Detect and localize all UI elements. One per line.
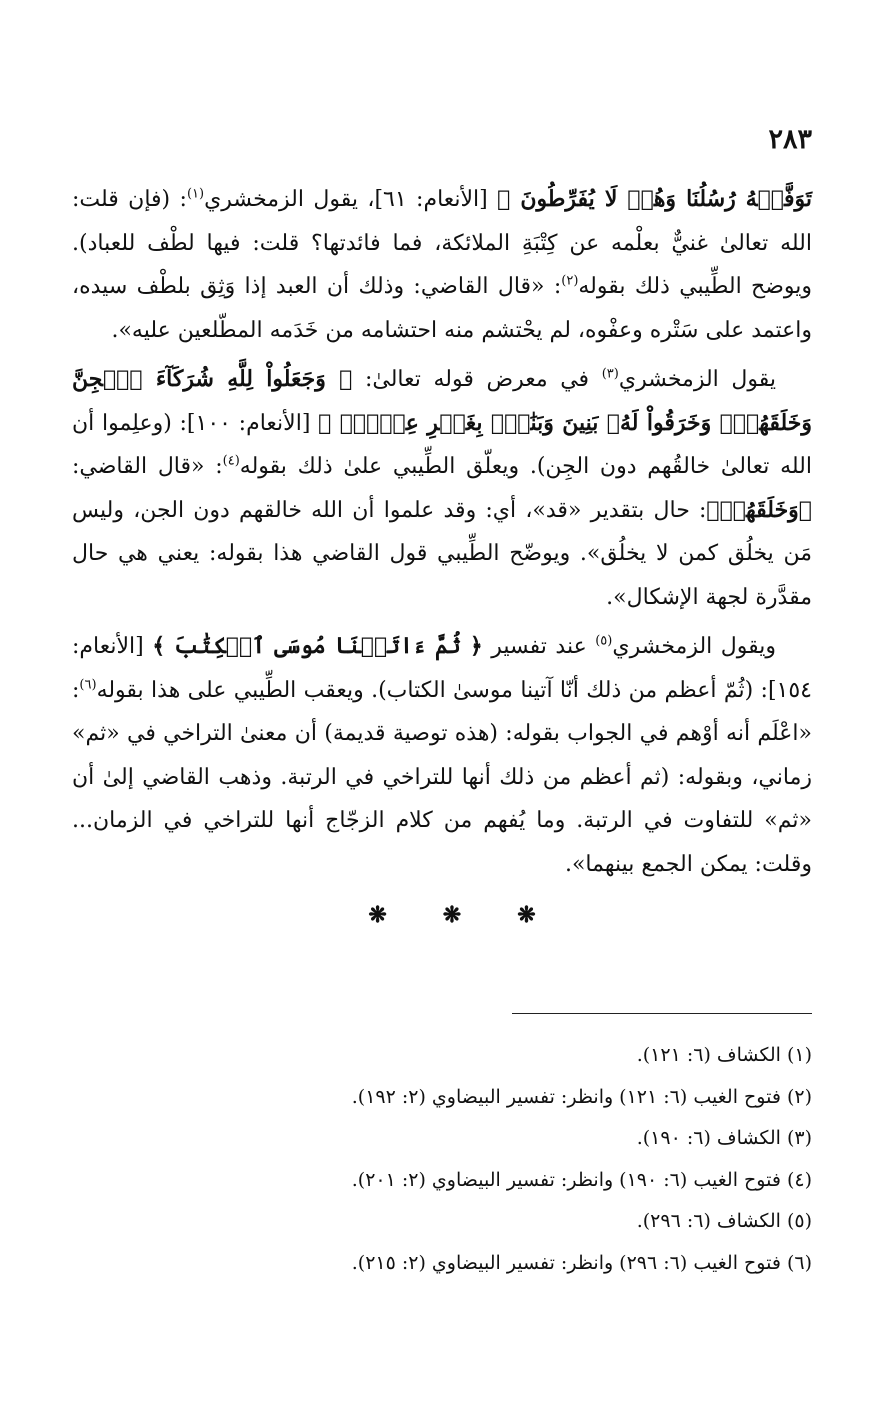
footnote: (٣) الكشاف (٦: ١٩٠). xyxy=(636,1127,812,1149)
page-number: ٢٨٣ xyxy=(768,124,812,155)
separator-star: ❋ xyxy=(368,902,387,928)
paragraph-text: [الأنعام: ١٠٠]: (وعلِموا أن الله تعالىٰ خالقُهم دون الجِن). ويعلّق الطِّيبي علىٰ ذلك بقوله xyxy=(72,410,812,479)
paragraph-text: : حال بتقدير «قد»، أي: وقد علموا أن الله خالقهم دون الجن، وليس مَن يخلُق كمن لا يخلُق». ويوضّح الطِّيبي قول القاضي هذا بقوله: يعني هي حال مقدَّرة لجهة الإشكال». xyxy=(72,497,812,610)
footnote-ref: (٣) xyxy=(601,366,619,382)
paragraph-text: في معرض قوله تعالىٰ: xyxy=(352,367,602,392)
footnote-ref: (٦) xyxy=(79,677,97,693)
paragraph-text: [الأنعام: ٦١]، يقول الزمخشري xyxy=(204,187,498,212)
footnote: (١) الكشاف (٦: ١٢١). xyxy=(636,1044,812,1066)
footnote-divider xyxy=(512,1013,812,1014)
quran-verse: ﴿ ثُمَّ ءَاتَيۡنَا مُوسَى ٱلۡكِتَٰبَ ﴾ xyxy=(152,633,483,659)
separator-star: ❋ xyxy=(517,902,536,928)
footnote: (٤) فتوح الغيب (٦: ١٩٠) وانظر: تفسير البيضاوي (٢: ٢٠١). xyxy=(351,1168,812,1191)
paragraph-text: [الأنعام: ١٥٤]: (ثُمّ أعظم من ذلك أنّا آتينا موسىٰ الكتاب). ويعقب الطِّيبي على هذا بقوله xyxy=(72,634,812,703)
body-text xyxy=(72,178,812,928)
footnote-ref: (١) xyxy=(186,186,205,202)
section-separator xyxy=(72,902,812,928)
paragraph-text: : (فإن قلت: الله تعالىٰ غنيٌّ بعلْمه عن كِتْبَةِ الملائكة، فما فائدتها؟ قلت: فيها لطْف للعباد). ويوضح الطِّيبي ذلك بقوله xyxy=(72,187,813,299)
paragraph xyxy=(72,625,812,886)
paragraph-text: : «قال القاضي: وذلك أن العبد إذا وَثِق بلطْف سيده، واعتمد على سَتْره وعفْوه، لم يحْتشم منه احتشامه من خَدَمه المطّلعين عليه». xyxy=(72,274,812,343)
quran-verse: ﴿وَخَلَقَهُمۡ﴾ xyxy=(706,496,812,523)
paragraph xyxy=(72,178,812,352)
paragraph-text: ويقول الزمخشري xyxy=(612,634,776,659)
paragraph-text: : «اعْلَم أنه أوْهم في الجواب بقوله: (هذه توصية قديمة) أن معنىٰ التراخي في «ثم» زماني، وبقوله: (ثم أعظم من ذلك أنها للتراخي في الرتبة. وذهب القاضي إلىٰ أن «ثم» للتفاوت في الرتبة. وما يُفهم من كلام الزجّاج أنها للتراخي في الزمان... وقلت: يمكن الجمع بينهما». xyxy=(72,677,812,877)
footnotes xyxy=(72,1035,812,1284)
footnote-ref: (٥) xyxy=(595,633,613,649)
paragraph-text: : «قال القاضي: xyxy=(72,454,223,479)
footnote: (٢) فتوح الغيب (٦: ١٢١) وانظر: تفسير البيضاوي (٢: ١٩٢). xyxy=(351,1085,812,1108)
footnote-ref: (٤) xyxy=(222,453,240,469)
paragraph-text: عند تفسير xyxy=(482,634,596,659)
paragraph-text: يقول الزمخشري xyxy=(618,367,776,392)
footnote-ref: (٢) xyxy=(561,273,579,289)
book-page xyxy=(72,120,812,1340)
quran-verse: ﴿ وَجَعَلُواْ لِلَّهِ شُرَكَآءَ ٱلۡجِنَّ وَخَلَقَهُمۡۖ وَخَرَقُواْ لَهُۥ بَنِينَ وَبَنَٰتِۭ بِغَيۡرِ عِلۡمٖۚ ﴾ xyxy=(72,366,812,436)
separator-star: ❋ xyxy=(442,902,462,928)
paragraph xyxy=(72,358,812,619)
footnote: (٦) فتوح الغيب (٦: ٢٩٦) وانظر: تفسير البيضاوي (٢: ٢١٥). xyxy=(351,1251,812,1274)
quran-verse: تَوَفَّتۡهُ رُسُلُنَا وَهُمۡ لَا يُفَرِّطُونَ ﴾ xyxy=(497,186,813,212)
footnote: (٥) الكشاف (٦: ٢٩٦). xyxy=(636,1210,812,1232)
